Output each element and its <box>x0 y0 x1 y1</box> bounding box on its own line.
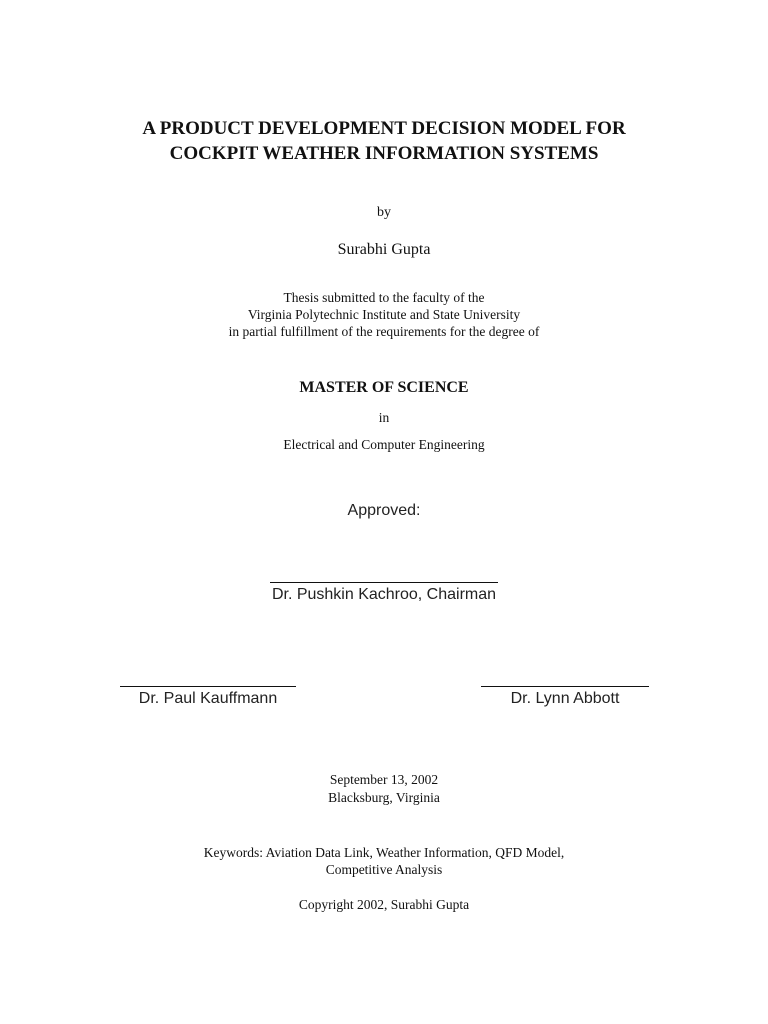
member-right-name: Dr. Lynn Abbott <box>510 690 620 707</box>
author-name: Surabhi Gupta <box>337 241 431 258</box>
submission-date: September 13, 2002 <box>329 772 439 787</box>
submission-place: Blacksburg, Virginia <box>328 790 440 805</box>
thesis-title-line-2: COCKPIT WEATHER INFORMATION SYSTEMS <box>169 143 599 164</box>
by-label: by <box>377 205 391 220</box>
member-left-name: Dr. Paul Kauffmann <box>138 690 278 707</box>
thesis-title <box>0 116 768 166</box>
date-place-block <box>0 771 768 807</box>
chair-name: Dr. Pushkin Kachroo, Chairman <box>271 586 497 603</box>
submission-line-3: in partial fulfillment of the requirements for the degree of <box>228 324 540 339</box>
in-label: in <box>378 410 390 425</box>
keywords-line-1: Keywords: Aviation Data Link, Weather Information, QFD Model, <box>203 845 565 860</box>
submission-line-2: Virginia Polytechnic Institute and State University <box>247 307 521 322</box>
degree-name: MASTER OF SCIENCE <box>299 379 469 396</box>
keywords-line-2: Competitive Analysis <box>325 862 443 877</box>
submission-line-1: Thesis submitted to the faculty of the <box>283 290 485 305</box>
member-right-signature-line <box>481 686 649 687</box>
member-left-signature-line <box>120 686 296 687</box>
chair-signature-line <box>270 582 498 583</box>
field-of-study: Electrical and Computer Engineering <box>283 437 485 452</box>
approved-label: Approved: <box>347 502 421 519</box>
submission-statement <box>0 289 768 340</box>
copyright-notice: Copyright 2002, Surabhi Gupta <box>298 897 470 912</box>
thesis-title-line-1: A PRODUCT DEVELOPMENT DECISION MODEL FOR <box>142 118 626 139</box>
keywords-block <box>0 844 768 878</box>
